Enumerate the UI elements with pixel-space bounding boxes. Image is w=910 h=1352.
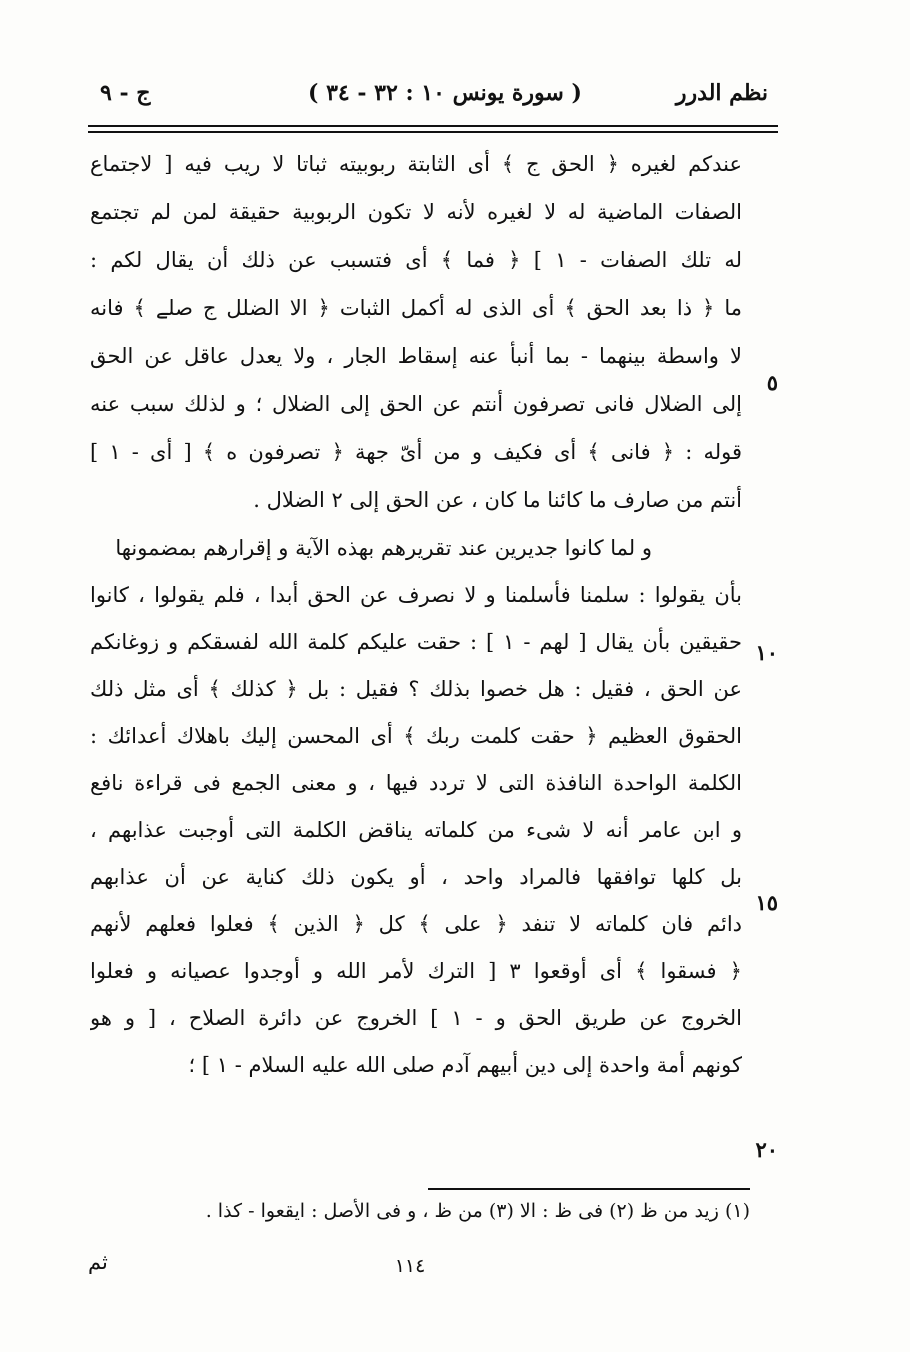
text-line: عن الحق ، فقيل : هل خصوا بذلك ؟ فقيل : بل ﴿ كذلك ﴾ أى مثل ذلك <box>90 677 742 701</box>
footnote-rule <box>428 1188 750 1190</box>
text-line: الصفات الماضية له لا لغيره لأنه لا تكون الربوبية حقيقة لمن لم تجتمع <box>90 200 742 224</box>
line-number-20: ٢٠ <box>755 1137 778 1162</box>
text-line: و لما كانوا جديرين عند تقريرهم بهذه الآية و إقرارهم بمضمونها <box>115 536 652 560</box>
volume-number: ج - ٩ <box>100 80 151 106</box>
text-line: أنتم من صارف ما كائنا ما كان ، عن الحق إلى ٢ الضلال . <box>253 488 742 512</box>
text-line: الخروج عن طريق الحق و - ١ ] الخروج عن دائرة الصلاح ، [ و هو <box>90 1006 742 1030</box>
text-line: بل كلها توافقها فالمراد واحد ، أو يكون ذلك كناية عن أن عذابهم <box>90 865 742 889</box>
text-line: له تلك الصفات - ١ ] ﴿ فما ﴾ أى فتسبب عن ذلك أن يقال لكم : <box>90 248 742 272</box>
surah-reference: ( سورة يونس ١٠ : ٣٢ - ٣٤ ) <box>308 80 582 106</box>
text-line: الكلمة الواحدة النافذة التى لا تردد فيها ، و معنى الجمع فى قراءة نافع <box>90 771 742 795</box>
text-line: دائم فان كلماته لا تنفد ﴿ على ﴾ كل ﴿ الذين ﴾ فعلوا فعلهم لأنهم <box>90 912 742 936</box>
page-number: ١١٤ <box>394 1255 426 1277</box>
text-line: ما ﴿ ذا بعد الحق ﴾ أى الذى له أكمل الثبات ﴿ الا الضلل ج صلے ﴾ فانه <box>90 296 742 320</box>
main-text <box>90 140 742 1089</box>
text-line: ﴿ فسقوا ﴾ أى أوقعوا ٣ [ الترك لأمر الله و أوجدوا عصيانه و فعلوا <box>90 959 742 983</box>
text-line: قوله : ﴿ فانى ﴾ أى فكيف و من أىّ جهة ﴿ تصرفون ه ﴾ [ أى - ١ ] <box>90 440 742 464</box>
book-title: نظم الدرر <box>675 80 768 106</box>
text-line: عندكم لغيره ﴿ الحق ج ﴾ أى الثابتة ربوبيته ثباتا لا ريب فيه [ لاجتماع <box>90 152 742 176</box>
text-line: حقيقين بأن يقال [ لهم - ١ ] : حقت عليكم كلمة الله لفسقكم و زوغانكم <box>90 630 742 654</box>
text-line: كونهم أمة واحدة إلى دين أبيهم آدم صلى الله عليه السلام - ١ ] ؛ <box>188 1053 742 1077</box>
line-number-10: ١٠ <box>755 640 778 665</box>
header-rule-thin <box>88 125 778 127</box>
line-number-5: ٥ <box>766 370 778 395</box>
text-line: و ابن عامر أنه لا شىء من كلماته يناقض الكلمة التى أوجبت عذابهم ، <box>90 818 742 842</box>
line-number-15: ١٥ <box>755 890 778 915</box>
catchword: ثم <box>88 1250 108 1274</box>
text-line: الحقوق العظيم ﴿ حقت كلمت ربك ﴾ أى المحسن إليك باهلاك أعدائك : <box>90 724 742 748</box>
running-header <box>88 70 768 120</box>
footnotes: (١) زيد من ظ (٢) فى ظ : الا (٣) من ظ ، و فى الأصل : ايقعوا - كذا . <box>205 1200 750 1222</box>
text-line: لا واسطة بينهما - بما أنبأ عنه إسقاط الجار ، ولا يعدل عاقل عن الحق <box>90 344 742 368</box>
text-line: إلى الضلال فانى تصرفون أنتم عن الحق إلى الضلال ؛ و لذلك سبب عنه <box>90 392 742 416</box>
header-rule-thick <box>88 131 778 133</box>
text-line: بأن يقولوا : سلمنا فأسلمنا و لا نصرف عن الحق أبدا ، فلم يقولوا ، كانوا <box>90 583 742 607</box>
